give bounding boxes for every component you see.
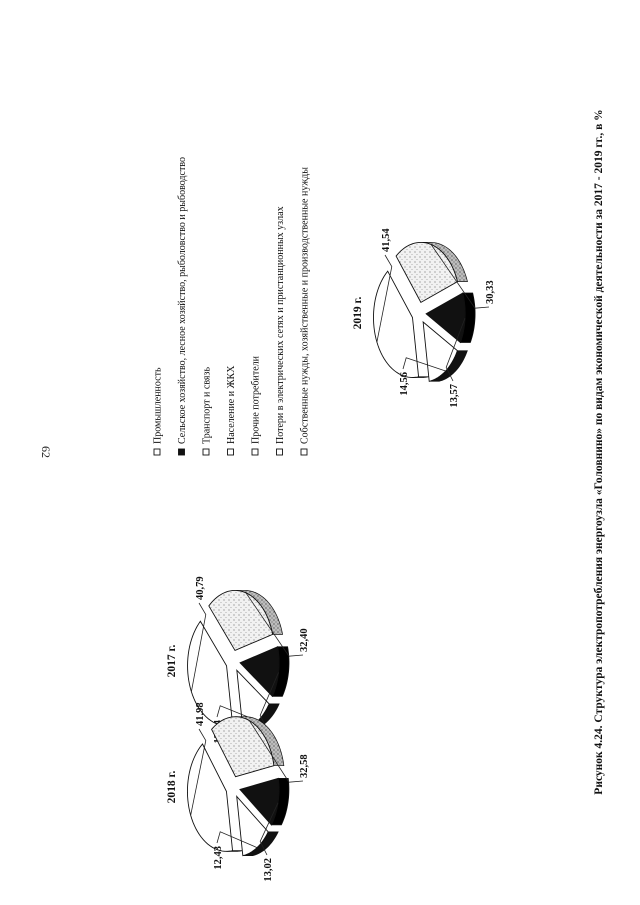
legend-swatch xyxy=(301,449,307,455)
data-label: 13,02 xyxy=(263,858,274,882)
data-label: 13,57 xyxy=(449,384,460,408)
pie-title: 2019 г. xyxy=(352,296,364,330)
legend-item xyxy=(251,355,262,455)
pie-chart xyxy=(352,228,496,408)
data-label: 30,33 xyxy=(485,280,496,304)
legend-item xyxy=(153,367,164,455)
figure-caption: Рисунок 4.24. Структура электропотребления энергоузла «Головнино» по видам экономической деятельности за 2017 - 2019 гг., в % xyxy=(593,109,605,795)
data-label: 41,98 xyxy=(195,702,206,726)
pie-chart xyxy=(166,702,310,881)
legend-swatch xyxy=(154,449,160,455)
data-label: 32,40 xyxy=(299,628,310,652)
legend-label: Прочие потребители xyxy=(250,355,262,444)
legend-label: Транспорт и связь xyxy=(201,366,213,444)
legend-item xyxy=(275,206,286,455)
legend-swatch xyxy=(252,449,258,455)
legend-item xyxy=(177,157,188,455)
pie-title: 2017 г. xyxy=(166,644,178,678)
page-number: 62 xyxy=(39,446,53,458)
legend-swatch xyxy=(228,449,234,455)
pie-title: 2018 г. xyxy=(166,770,178,804)
legend-label: Население и ЖКХ xyxy=(226,365,237,444)
legend-item xyxy=(226,365,237,455)
legend-label: Промышленность xyxy=(152,367,164,444)
legend-item xyxy=(300,167,311,455)
legend-label: Собственные нужды, хозяйственные и производственные нужды xyxy=(299,167,311,444)
pie-charts-group xyxy=(166,228,496,882)
data-label: 41,54 xyxy=(381,228,392,252)
legend-label: Сельское хозяйство, лесное хозяйство, рыболовство и рыбоводство xyxy=(177,157,188,444)
data-label: 14,56 xyxy=(399,372,410,396)
legend-swatch xyxy=(179,449,185,455)
legend xyxy=(153,157,311,455)
data-label: 32,58 xyxy=(299,754,310,778)
data-label: 40,79 xyxy=(195,576,206,600)
legend-label: Потери в электрических сетях и пристанционных узлах xyxy=(275,206,286,444)
legend-item xyxy=(202,367,213,455)
data-label: 12,43 xyxy=(213,846,224,870)
legend-swatch xyxy=(277,449,283,455)
legend-swatch xyxy=(203,449,209,455)
